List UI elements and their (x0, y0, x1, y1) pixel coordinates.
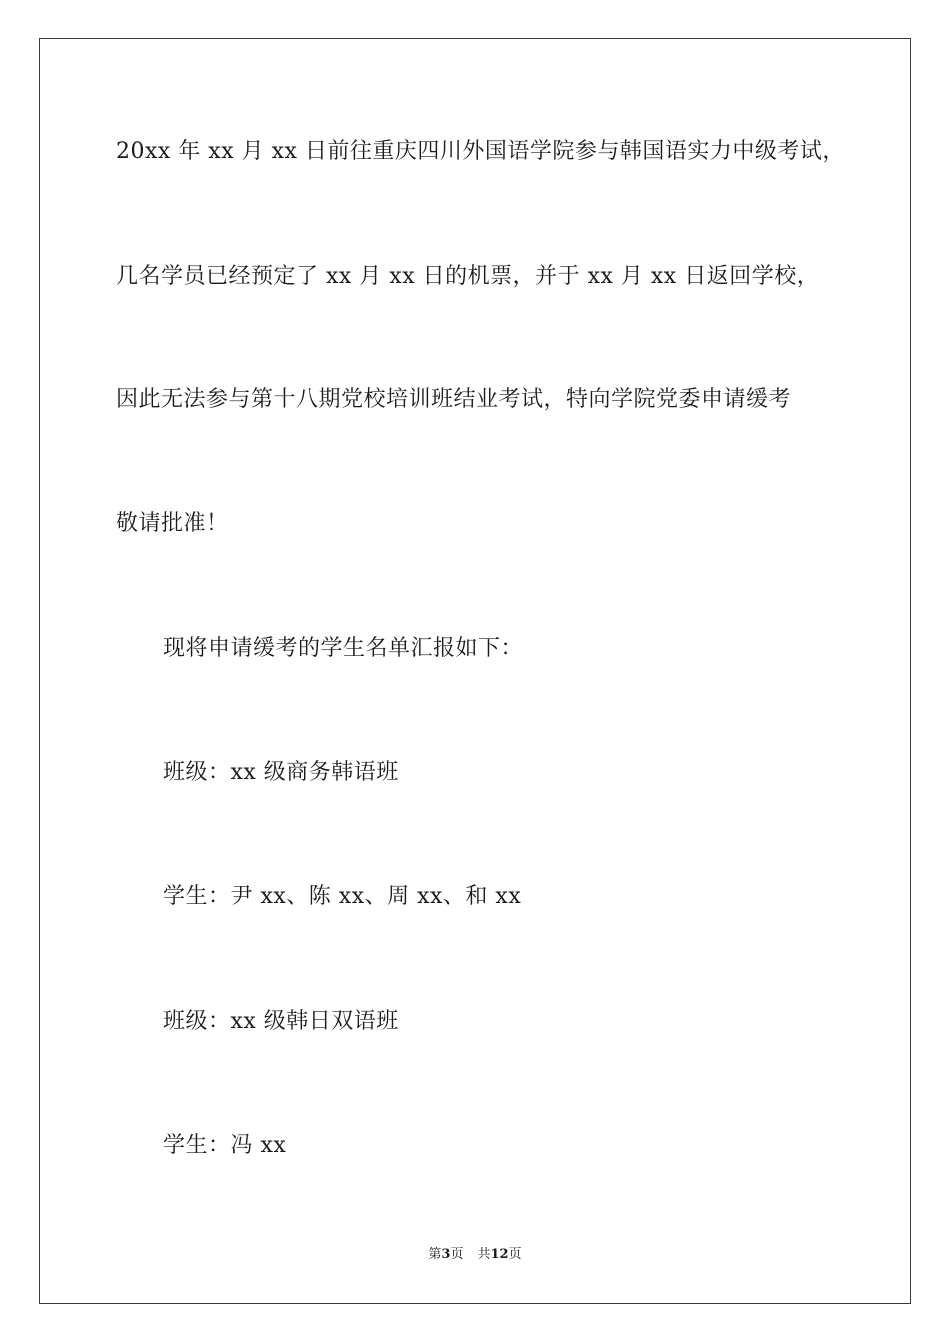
paragraph-line-3: 因此无法参与第十八期党校培训班结业考试，特向学院党委申请缓考 (116, 387, 792, 412)
students-entry-2: 学生：冯 xx (163, 1133, 287, 1158)
page-suffix: 页 (450, 1247, 464, 1262)
list-intro: 现将申请缓考的学生名单汇报如下： (163, 636, 524, 661)
page-border (39, 38, 911, 1304)
total-pages: 12 (490, 1247, 509, 1262)
paragraph-line-4: 敬请批准！ (116, 511, 229, 536)
page-footer (0, 1246, 950, 1264)
total-suffix: 页 (508, 1247, 522, 1262)
page-prefix: 第 (428, 1247, 442, 1262)
page-number: 3 (441, 1247, 451, 1262)
paragraph-line-2: 几名学员已经预定了 xx 月 xx 日的机票，并于 xx 月 xx 日返回学校， (116, 264, 820, 289)
class-entry-1: 班级：xx 级商务韩语班 (163, 760, 399, 785)
total-prefix: 共 (477, 1247, 491, 1262)
students-entry-1: 学生：尹 xx、陈 xx、周 xx、和 xx (163, 884, 522, 909)
paragraph-line-1: 20xx 年 xx 月 xx 日前往重庆四川外国语学院参与韩国语实力中级考试， (116, 139, 845, 164)
class-entry-2: 班级：xx 级韩日双语班 (163, 1009, 399, 1034)
